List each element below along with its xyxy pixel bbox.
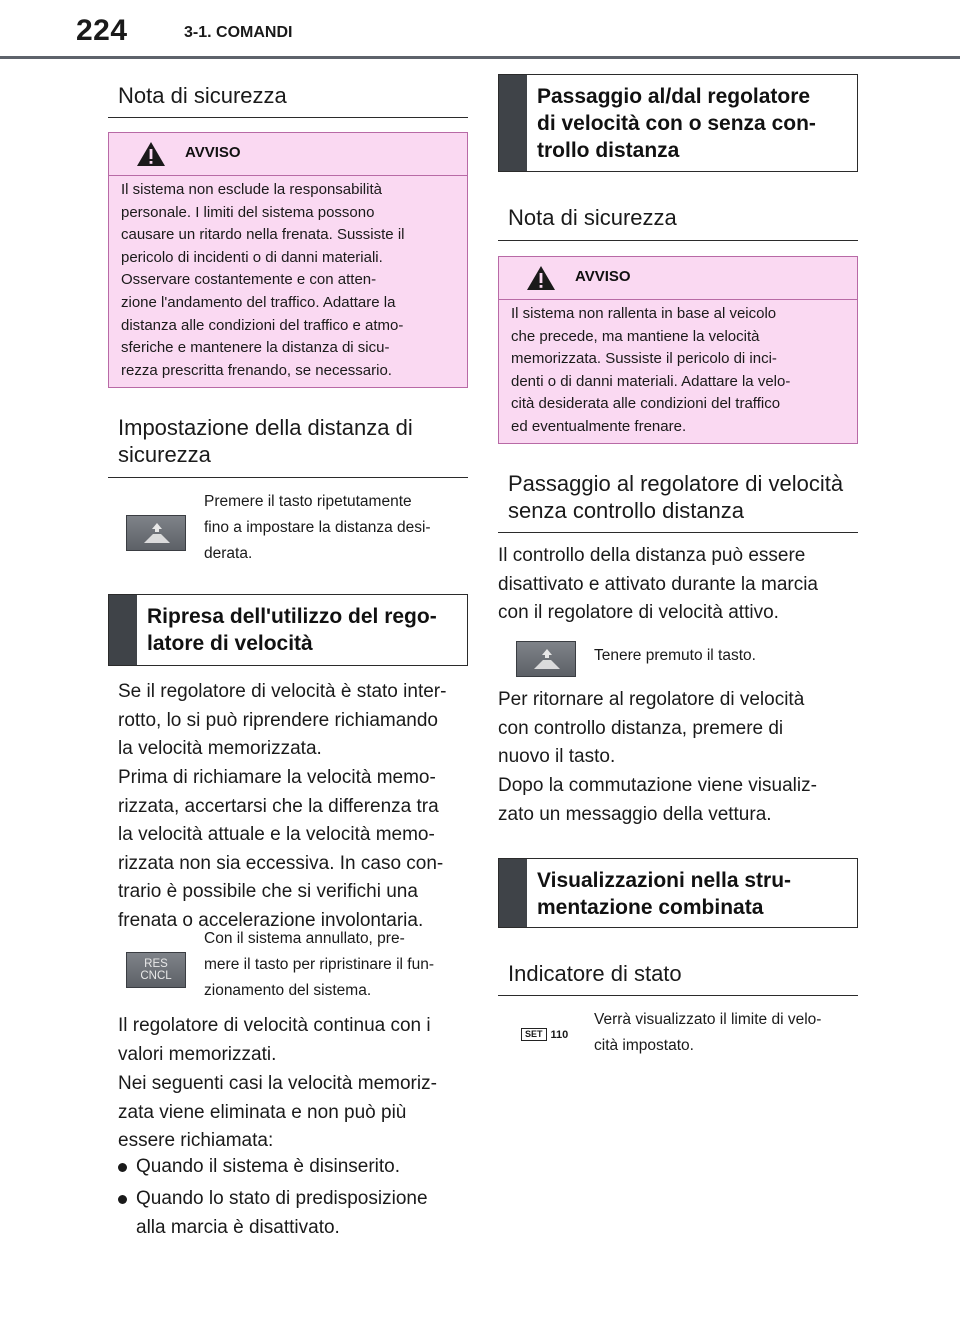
warning-header bbox=[499, 257, 857, 300]
paragraph-line: disattivato e attivato durante la marcia bbox=[498, 573, 819, 595]
paragraph-line: la velocità attuale e la velocità memo- bbox=[118, 824, 435, 846]
warning-line: Il sistema non rallenta in base al veicolo bbox=[511, 305, 777, 322]
page-number: 224 bbox=[76, 14, 128, 47]
paragraph-line: Dopo la commutazione viene visualiz- bbox=[498, 775, 817, 796]
section-bar bbox=[499, 75, 527, 171]
warning-line: distanza alle condizioni del traffico e atmo- bbox=[121, 316, 404, 334]
nota-sicurezza-heading-right: Nota di sicurezza bbox=[508, 205, 677, 230]
paragraph-line: con controllo distanza, premere di bbox=[498, 717, 784, 739]
warning-header bbox=[109, 133, 467, 176]
chapter-title: 3-1. COMANDI bbox=[184, 24, 293, 41]
status-description bbox=[594, 1007, 821, 1059]
distance-button-description bbox=[204, 489, 431, 567]
res-cncl-button-image bbox=[126, 952, 186, 988]
status-indicator-image bbox=[521, 1028, 568, 1041]
warning-line: Osservare costantemente e con atten- bbox=[121, 271, 377, 289]
bullet-item bbox=[136, 1185, 428, 1242]
passaggio-section-box bbox=[498, 74, 858, 172]
warning-line: denti o di danni materiali. Adattare la velo- bbox=[511, 372, 791, 390]
paragraph-line: valori memorizzati. bbox=[118, 1043, 277, 1065]
bullet-dot bbox=[118, 1163, 127, 1172]
heading-rule bbox=[498, 532, 858, 533]
paragraph-line: rotto, lo si può riprendere richiamando bbox=[118, 709, 439, 731]
warning-line: ed eventualmente frenare. bbox=[511, 417, 687, 435]
warning-line: cità desiderata alle condizioni del traffico bbox=[511, 395, 781, 413]
paragraph-line: la velocità memorizzata. bbox=[118, 738, 322, 760]
senza-paragraph-3 bbox=[498, 772, 817, 829]
distance-icon bbox=[141, 521, 173, 545]
nota-sicurezza-heading-left: Nota di sicurezza bbox=[118, 83, 287, 108]
warning-label: AVVISO bbox=[185, 144, 241, 161]
distance-icon bbox=[531, 647, 563, 671]
bullet-item bbox=[136, 1153, 400, 1182]
ripresa-heading bbox=[147, 603, 457, 657]
visualizzazioni-heading bbox=[537, 867, 847, 921]
res-button-description bbox=[204, 926, 434, 1004]
warning-label: AVVISO bbox=[575, 268, 631, 285]
warning-line: memorizzata. Sussiste il pericolo di inci- bbox=[511, 350, 777, 368]
paragraph-line: zato un messaggio della vettura. bbox=[498, 803, 772, 825]
heading-line: Impostazione della distanza di bbox=[118, 415, 413, 440]
warning-line: che precede, ma mantiene la velocità bbox=[511, 327, 760, 345]
paragraph-line: frenata o accelerazione involontaria. bbox=[118, 909, 424, 931]
header-rule bbox=[0, 56, 960, 59]
ripresa-section-box bbox=[108, 594, 468, 666]
bullet-line: Quando il sistema è disinserito. bbox=[136, 1156, 401, 1177]
heading-line: latore di velocità bbox=[147, 632, 313, 655]
warning-box-2 bbox=[498, 256, 858, 444]
heading-line: Ripresa dell'utilizzo del rego- bbox=[147, 605, 437, 628]
paragraph-line: rizzata non sia eccessiva. In caso con- bbox=[118, 852, 444, 874]
warning-text bbox=[511, 303, 849, 439]
cncl-label: CNCL bbox=[140, 970, 172, 982]
warning-line: rezza prescritta frenando, se necessario. bbox=[121, 361, 392, 379]
warning-line: personale. I limiti del sistema possono bbox=[121, 203, 375, 221]
warning-line: pericolo di incidenti o di danni materiali. bbox=[121, 248, 383, 266]
paragraph-line: trario è possibile che si verifichi una bbox=[118, 881, 418, 903]
heading-line: di velocità con o senza con- bbox=[537, 112, 816, 135]
warning-triangle-icon bbox=[526, 265, 556, 291]
warning-line: zione l'andamento del traffico. Adattare la bbox=[121, 293, 396, 311]
paragraph-line: Se il regolatore di velocità è stato inter- bbox=[118, 681, 447, 702]
visualizzazioni-section-box bbox=[498, 858, 858, 928]
warning-line: sferiche e mantenere la distanza di sicu- bbox=[121, 339, 390, 357]
heading-rule bbox=[498, 995, 858, 996]
distance-button-image-2 bbox=[516, 641, 576, 677]
ripresa-paragraph-3 bbox=[118, 1012, 431, 1069]
heading-rule bbox=[108, 477, 468, 478]
hold-button-description: Tenere premuto il tasto. bbox=[594, 647, 756, 664]
description-line: derata. bbox=[204, 545, 253, 562]
bullet-line: alla marcia è disattivato. bbox=[136, 1216, 340, 1238]
heading-line: Passaggio al regolatore di velocità bbox=[508, 471, 844, 496]
paragraph-line: Per ritornare al regolatore di velocità bbox=[498, 689, 805, 710]
set-speed-value: 110 bbox=[550, 1028, 569, 1041]
passaggio-heading bbox=[537, 83, 847, 164]
warning-line: causare un ritardo nella frenata. Sussiste il bbox=[121, 226, 405, 244]
senza-paragraph-1 bbox=[498, 542, 818, 628]
description-line: Con il sistema annullato, pre- bbox=[204, 930, 405, 947]
heading-line: trollo distanza bbox=[537, 139, 680, 162]
warning-text bbox=[121, 179, 459, 382]
bullet-line: Quando lo stato di predisposizione bbox=[136, 1188, 428, 1209]
impostazione-heading bbox=[118, 414, 413, 468]
set-badge: SET bbox=[521, 1028, 547, 1041]
distance-button-image bbox=[126, 515, 186, 551]
section-bar bbox=[499, 859, 527, 927]
paragraph-line: essere richiamata: bbox=[118, 1130, 274, 1152]
paragraph-line: Il controllo della distanza può essere bbox=[498, 545, 806, 566]
section-bar bbox=[109, 595, 137, 665]
heading-line: senza controllo distanza bbox=[508, 498, 745, 523]
ripresa-paragraph-1 bbox=[118, 678, 446, 764]
heading-line: mentazione combinata bbox=[537, 896, 764, 919]
description-line: cità impostato. bbox=[594, 1037, 694, 1054]
ripresa-paragraph-4 bbox=[118, 1070, 437, 1156]
paragraph-line: nuovo il tasto. bbox=[498, 746, 616, 768]
warning-box-1 bbox=[108, 132, 468, 388]
paragraph-line: zata viene eliminata e non può più bbox=[118, 1101, 407, 1123]
heading-rule bbox=[108, 117, 468, 118]
ripresa-paragraph-2 bbox=[118, 764, 443, 936]
bullet-dot bbox=[118, 1195, 127, 1204]
paragraph-line: Nei seguenti casi la velocità memoriz- bbox=[118, 1073, 437, 1094]
indicatore-heading: Indicatore di stato bbox=[508, 961, 682, 986]
paragraph-line: Prima di richiamare la velocità memo- bbox=[118, 767, 436, 788]
description-line: Verrà visualizzato il limite di velo- bbox=[594, 1011, 822, 1028]
description-line: fino a impostare la distanza desi- bbox=[204, 519, 431, 536]
heading-line: Visualizzazioni nella stru- bbox=[537, 869, 792, 892]
heading-line: Passaggio al/dal regolatore bbox=[537, 85, 811, 108]
heading-rule bbox=[498, 240, 858, 241]
warning-line: Il sistema non esclude la responsabilità bbox=[121, 181, 382, 198]
senza-paragraph-2 bbox=[498, 686, 804, 772]
senza-controllo-heading bbox=[508, 470, 843, 524]
paragraph-line: rizzata, accertarsi che la differenza tra bbox=[118, 795, 439, 817]
description-line: mere il tasto per ripristinare il fun- bbox=[204, 956, 434, 973]
res-label: RES bbox=[144, 958, 168, 970]
paragraph-line: con il regolatore di velocità attivo. bbox=[498, 602, 779, 624]
heading-line: sicurezza bbox=[118, 442, 211, 467]
description-line: Premere il tasto ripetutamente bbox=[204, 493, 412, 510]
warning-triangle-icon bbox=[136, 141, 166, 167]
description-line: zionamento del sistema. bbox=[204, 982, 372, 999]
paragraph-line: Il regolatore di velocità continua con i bbox=[118, 1015, 431, 1036]
